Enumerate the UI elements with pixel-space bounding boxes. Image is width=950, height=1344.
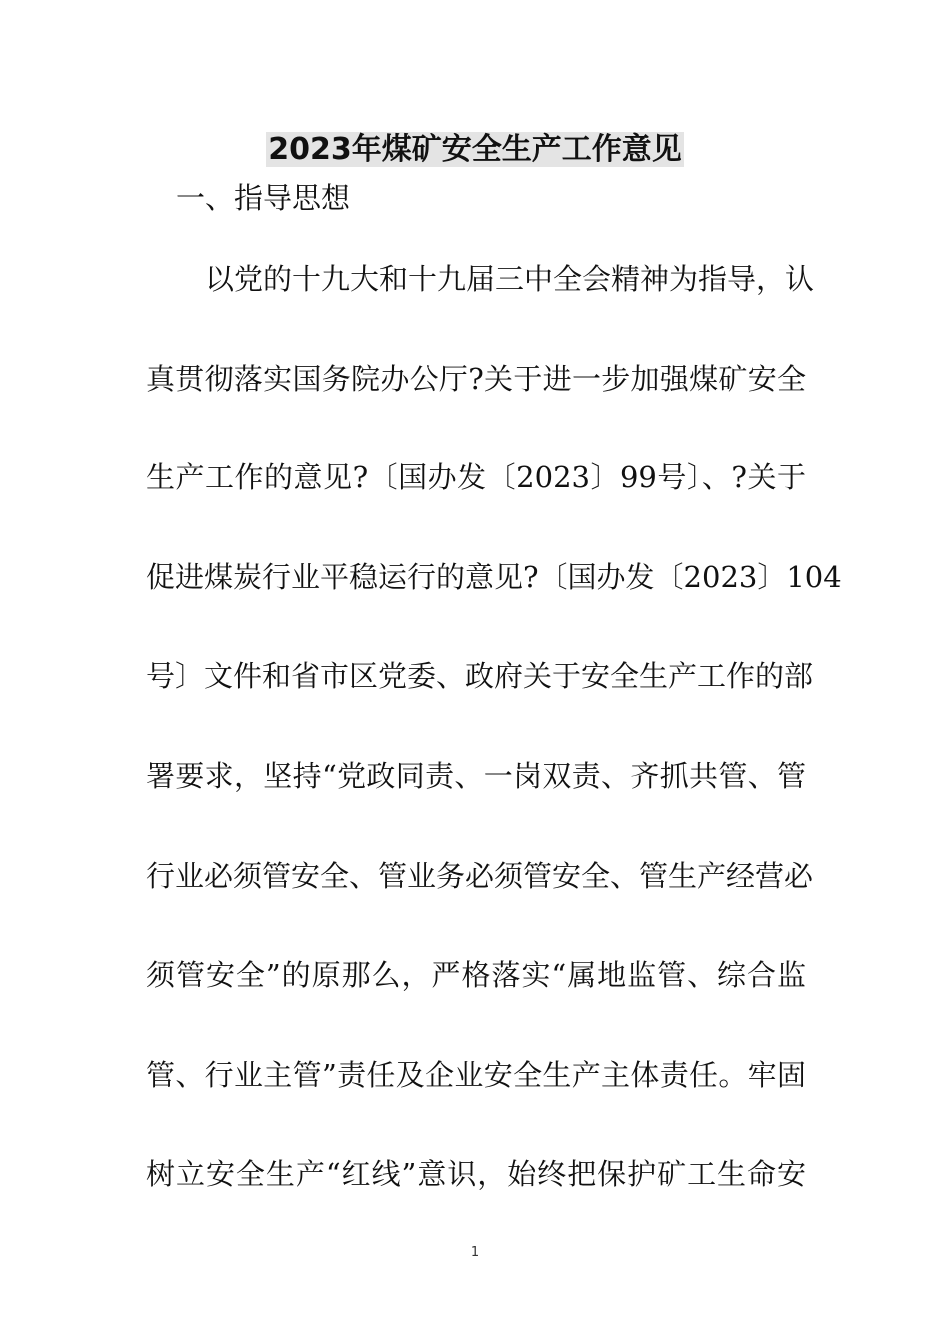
document-title [0, 128, 950, 172]
section-heading: 一、指导思想 [176, 181, 351, 215]
paragraph-line: 行业必须管安全、管业务必须管安全、管生产经营必 [146, 859, 814, 893]
paragraph-line: 须管安全”的原那么，严格落实“属地监管、综合监 [146, 958, 806, 992]
paragraph-line: 促进煤炭行业平稳运行的意见?〔国办发〔2023〕104 [146, 560, 842, 594]
paragraph-line: 以党的十九大和十九届三中全会精神为指导，认 [205, 262, 815, 296]
paragraph-line: 号〕文件和省市区党委、政府关于安全生产工作的部 [146, 659, 814, 693]
paragraph-line: 署要求，坚持“党政同责、一岗双责、齐抓共管、管 [146, 759, 806, 793]
paragraph-line: 真贯彻落实国务院办公厅?关于进一步加强煤矿安全 [146, 362, 806, 396]
document-title-text: 2023年煤矿安全生产工作意见 [268, 132, 682, 167]
paragraph-line: 生产工作的意见?〔国办发〔2023〕99号〕、?关于 [146, 460, 806, 494]
paragraph-line: 树立安全生产“红线”意识，始终把保护矿工生命安 [146, 1157, 806, 1191]
paragraph-line: 管、行业主管”责任及企业安全生产主体责任。牢固 [146, 1058, 806, 1092]
page-number: 1 [470, 1245, 480, 1260]
